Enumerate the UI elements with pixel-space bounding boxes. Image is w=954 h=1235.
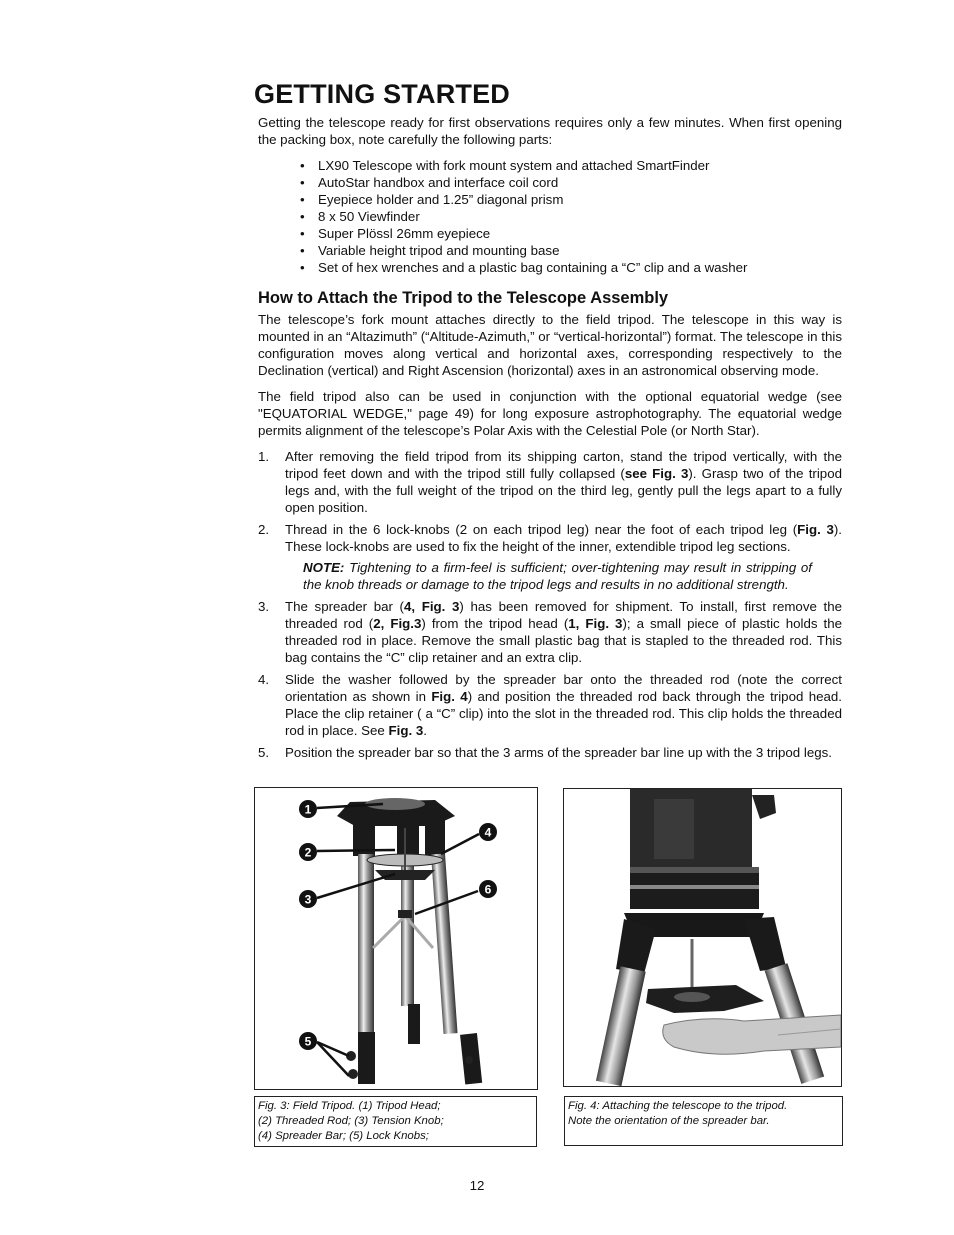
- list-item: • AutoStar handbox and interface coil cord: [300, 174, 842, 191]
- step-item: [256, 598, 842, 666]
- telescope-mount-illustration: [564, 789, 841, 1086]
- page-number: 12: [469, 1178, 485, 1193]
- note-label: NOTE:: [303, 560, 345, 575]
- step-text: ) and position the threaded rod back through the tripod head. Place the clip retainer ( a “C” clip) into the slot in the threaded rod. This clip holds the threaded rod in place. See: [285, 689, 842, 738]
- step-text: ). These lock-knobs are used to fix the height of the inner, extendible tripod leg sections.: [285, 522, 842, 554]
- paragraph-altazimuth: The telescope’s fork mount attaches directly to the field tripod. The telescope in this way is mounted in an “Altazimuth” (“Altitude-Azimuth,” or “vertical-horizontal”) format. The telescope in this configuration moves along vertical and horizontal axes, corresponding respectively to the Declination (vertical) and Right Ascension (horizontal) axes in an astronomical observing mode.: [258, 312, 842, 378]
- step-text: Slide the washer followed by the spreader bar onto the threaded rod (note the correct orientation as shown in: [285, 672, 842, 704]
- caption-line: Note the orientation of the spreader bar.: [568, 1115, 770, 1127]
- list-item: • 8 x 50 Viewfinder: [300, 208, 842, 225]
- list-item: • LX90 Telescope with fork mount system and attached SmartFinder: [300, 157, 842, 174]
- svg-text:5: 5: [304, 1034, 312, 1049]
- figure-3-caption: [254, 1096, 537, 1147]
- figure-4-caption: [564, 1096, 843, 1146]
- step-text: ) has been removed for shipment. To install, first remove the threaded rod (: [285, 599, 842, 631]
- note: [303, 559, 812, 593]
- figure-reference: 2, Fig.3: [373, 616, 422, 631]
- callout-4: [479, 823, 497, 841]
- step-item: [256, 744, 842, 761]
- list-item: • Eyepiece holder and 1.25” diagonal prism: [300, 191, 842, 208]
- tripod-illustration: [255, 788, 537, 1089]
- step-number: 1.: [258, 449, 270, 464]
- callout-6: [479, 880, 497, 898]
- steps-list: [256, 448, 842, 761]
- figure-reference: see Fig. 3: [624, 466, 689, 481]
- step-item: [256, 448, 842, 516]
- step-item: [256, 671, 842, 739]
- step-number: 3.: [258, 599, 270, 614]
- svg-text:4: 4: [484, 825, 492, 840]
- step-text: After removing the field tripod from its shipping carton, stand the tripod vertically, with the tripod feet down and with the tripod still fully collapsed (: [285, 449, 842, 481]
- caption-line: (2) Threaded Rod; (3) Tension Knob;: [258, 1115, 444, 1127]
- parts-list: [300, 157, 842, 276]
- svg-text:1: 1: [304, 802, 312, 817]
- note-text: Tightening to a firm-feel is sufficient; over-tightening may result in stripping of the knob threads or damage to the tripod legs and results in no additional strength.: [303, 560, 812, 592]
- step-text: The spreader bar (: [285, 599, 404, 614]
- caption-line: Fig. 4: Attaching the telescope to the tripod.: [568, 1100, 788, 1112]
- intro-paragraph: Getting the telescope ready for first observations requires only a few minutes. When first opening the packing box, note carefully the following parts:: [258, 115, 842, 147]
- callout-1: [299, 800, 317, 818]
- callout-5: [299, 1032, 317, 1050]
- figure-reference: 1, Fig. 3: [568, 616, 623, 631]
- page-title: GETTING STARTED: [254, 79, 510, 109]
- step-text: Position the spreader bar so that the 3 arms of the spreader bar line up with the 3 tripod legs.: [285, 745, 832, 760]
- page-content: [256, 76, 842, 766]
- figure-reference: 4, Fig. 3: [404, 599, 460, 614]
- callout-2: [299, 843, 317, 861]
- list-item: • Set of hex wrenches and a plastic bag containing a “C” clip and a washer: [300, 259, 842, 276]
- step-text: ) from the tripod head (: [421, 616, 569, 631]
- figure-reference: Fig. 4: [431, 689, 468, 704]
- paragraph-equatorial-wedge: The field tripod also can be used in conjunction with the optional equatorial wedge (see "EQUATORIAL WEDGE," page 49) for long exposure astrophotography. The equatorial wedge permits alignment of the telescope’s Polar Axis with the Celestial Pole (or North Star).: [258, 389, 842, 438]
- list-item: • Super Plössl 26mm eyepiece: [300, 225, 842, 242]
- step-text: ). Grasp two of the tripod legs and, with the full weight of the tripod on the third leg, gently pull the legs apart to a fully open position.: [285, 466, 842, 515]
- svg-text:2: 2: [304, 845, 312, 860]
- step-item: [256, 521, 842, 593]
- step-number: 5.: [258, 745, 270, 760]
- list-item: • Variable height tripod and mounting base: [300, 242, 842, 259]
- step-text: ); a small piece of plastic holds the threaded rod in place. Remove the small plastic bag that is stapled to the threaded rod. This bag contains the “C” clip retainer and an extra clip.: [285, 616, 843, 665]
- step-number: 4.: [258, 672, 270, 687]
- figure-4-attaching-telescope: [563, 788, 842, 1087]
- figure-reference: Fig. 3: [388, 723, 424, 738]
- step-text: .: [423, 723, 427, 738]
- caption-line: (4) Spreader Bar; (5) Lock Knobs;: [258, 1130, 429, 1142]
- step-text: Thread in the 6 lock-knobs (2 on each tripod leg) near the foot of each tripod leg (: [285, 522, 798, 537]
- figure-reference: Fig. 3: [797, 522, 834, 537]
- step-number: 2.: [258, 522, 270, 537]
- section-heading: How to Attach the Tripod to the Telescope Assembly: [258, 289, 669, 307]
- svg-text:6: 6: [484, 882, 492, 897]
- svg-text:3: 3: [304, 892, 312, 907]
- figure-3-tripod: [254, 787, 538, 1090]
- caption-line: Fig. 3: Field Tripod. (1) Tripod Head;: [258, 1100, 441, 1112]
- callout-3: [299, 890, 317, 908]
